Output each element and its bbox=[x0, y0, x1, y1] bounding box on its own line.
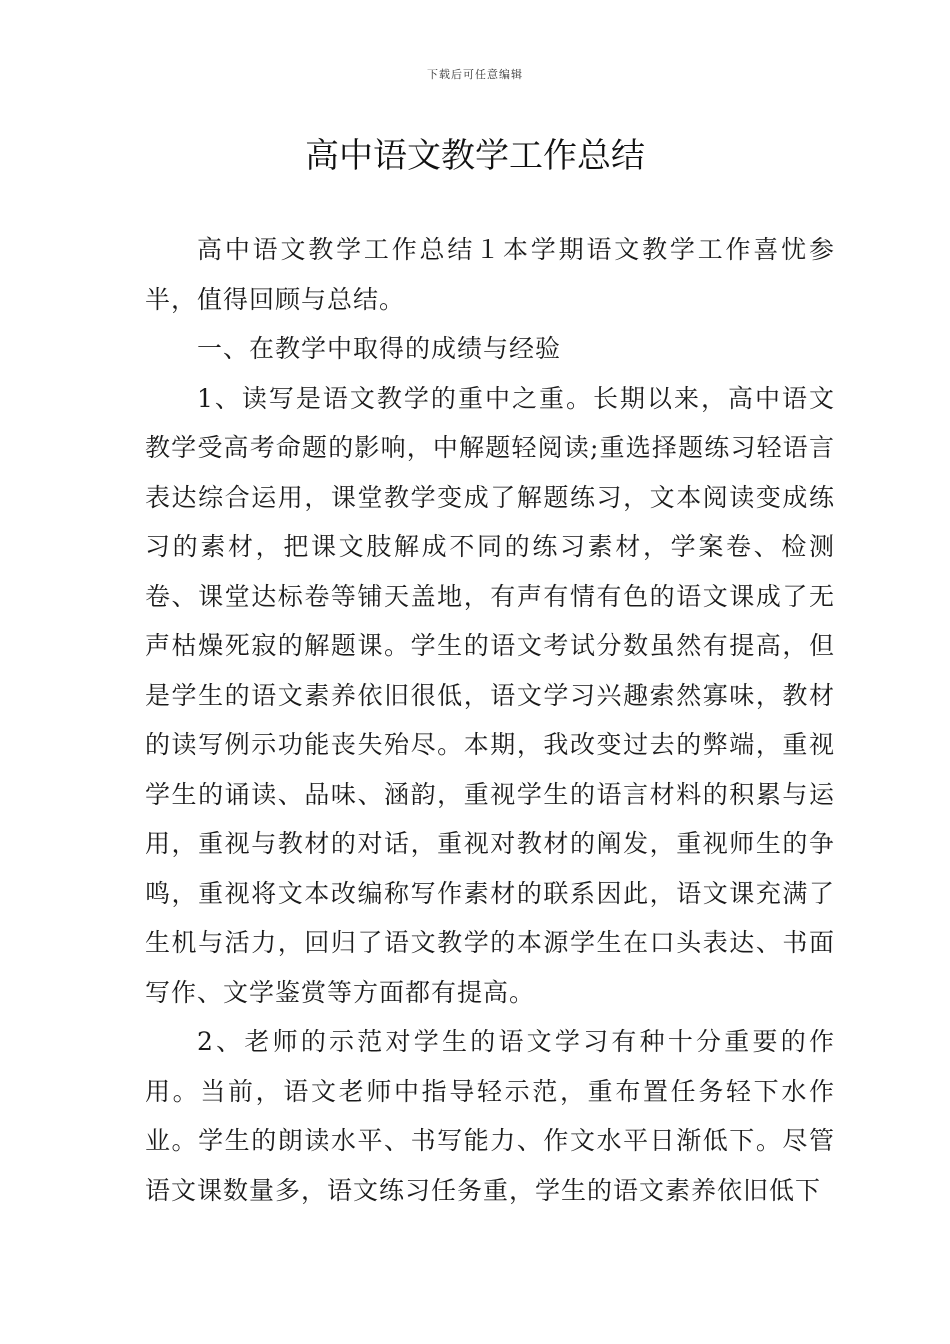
paragraph-point-2: 2、老师的示范对学生的语文学习有种十分重要的作用。当前，语文老师中指导轻示范，重布置任务轻下水作业。学生的朗读水平、书写能力、作文水平日渐低下。尽管语文课数量多，语文练习任务重，学生的语文素养依旧低下 bbox=[145, 1027, 835, 1205]
document-title: 高中语文教学工作总结 bbox=[305, 136, 645, 176]
paragraph-intro: 高中语文教学工作总结１本学期语文教学工作喜忧参半，值得回顾与总结。 bbox=[145, 235, 835, 314]
document-body bbox=[145, 225, 835, 1215]
header-note: 下载后可任意编辑 bbox=[427, 68, 523, 81]
paragraph-section-heading: 一、在教学中取得的成绩与经验 bbox=[197, 334, 562, 363]
paragraph-point-1: 1、读写是语文教学的重中之重。长期以来，高中语文教学受高考命题的影响，中解题轻阅读;重选择题练习轻语言表达综合运用，课堂教学变成了解题练习，文本阅读变成练习的素材，把课文肢解成不同的练习素材，学案卷、检测卷、课堂达标卷等铺天盖地，有声有情有色的语文课成了无声枯燥死寂的解题课。学生的语文考试分数虽然有提高，但是学生的语文素养依旧很低，语文学习兴趣索然寡味，教材的读写例示功能丧失殆尽。本期，我改变过去的弊端，重视学生的诵读、品味、涵韵，重视学生的语言材料的积累与运用，重视与教材的对话，重视对教材的阐发，重视师生的争鸣，重视将文本改编称写作素材的联系因此，语文课充满了生机与活力，回归了语文教学的本源学生在口头表达、书面写作、文学鉴赏等方面都有提高。 bbox=[145, 383, 835, 1007]
